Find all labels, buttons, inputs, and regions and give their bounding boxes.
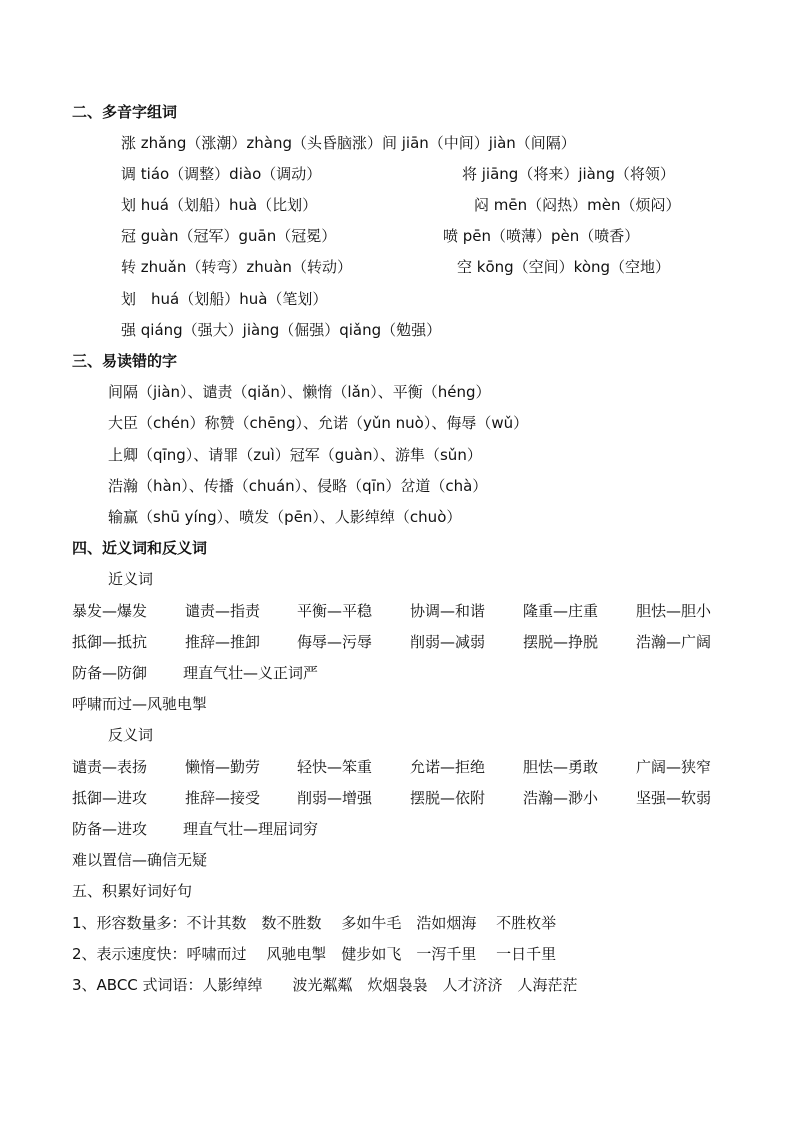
synonym-pair: 防备—防御 <box>72 664 148 682</box>
synonym-pair: 协调—和谐 <box>410 602 486 620</box>
polyphone-row-2-right: 将 jiāng（将来）jiàng（将领） <box>462 165 675 183</box>
polyphone-row-5-right: 空 kōng（空间）kòng（空地） <box>457 258 671 276</box>
synonym-pair: 摆脱—挣脱 <box>523 633 599 651</box>
antonym-pair: 胆怯—勇敢 <box>523 758 599 776</box>
synonym-label: 近义词 <box>108 570 154 588</box>
polyphone-row-7: 强 qiáng（强大）jiàng（倔强）qiǎng（勉强） <box>121 321 442 339</box>
section-2-title: 二、多音字组词 <box>72 103 178 121</box>
antonym-pair: 允诺—拒绝 <box>410 758 486 776</box>
polyphone-row-2-left: 调 tiáo（调整）diào（调动） <box>121 165 322 183</box>
synonym-pair: 胆怯—胆小 <box>636 602 712 620</box>
synonym-pair: 理直气壮—义正词严 <box>183 664 319 682</box>
antonym-pair: 谴责—表扬 <box>72 758 148 776</box>
polyphone-row-4-right: 喷 pēn（喷薄）pèn（喷香） <box>443 227 640 245</box>
antonym-pair: 浩瀚—渺小 <box>523 789 599 807</box>
antonym-pair: 推辞—接受 <box>185 789 261 807</box>
polyphone-row-3-left: 划 huá（划船）huà（比划） <box>121 196 318 214</box>
misread-line-2: 大臣（chén）称赞（chēng）、允诺（yǔn nuò）、侮辱（wǔ） <box>108 414 529 432</box>
misread-line-5: 输赢（shū yíng）、喷发（pēn）、人影绰绰（chuò） <box>108 508 462 526</box>
misread-line-3: 上卿（qīng）、请罪（zuì）冠军（guàn）、游隼（sǔn） <box>108 446 482 464</box>
antonym-pair: 坚强—软弱 <box>636 789 712 807</box>
synonym-pair: 谴责—指责 <box>185 602 261 620</box>
misread-line-1: 间隔（jiàn）、谴责（qiǎn）、懒惰（lǎn）、平衡（héng） <box>108 383 491 401</box>
antonym-pair: 理直气壮—理屈词穷 <box>183 820 319 838</box>
synonym-pair: 暴发—爆发 <box>72 602 148 620</box>
antonym-pair: 摆脱—依附 <box>410 789 486 807</box>
synonym-pair: 推辞—推卸 <box>185 633 261 651</box>
antonym-pair: 防备—进攻 <box>72 820 148 838</box>
antonym-label: 反义词 <box>108 726 154 744</box>
synonym-pair: 隆重—庄重 <box>523 602 599 620</box>
synonym-pair: 浩瀚—广阔 <box>636 633 712 651</box>
phrase-line-1: 1、形容数量多：不计其数 数不胜数 多如牛毛 浩如烟海 不胜枚举 <box>72 914 557 932</box>
antonym-pair: 广阔—狭窄 <box>636 758 712 776</box>
synonym-pair: 抵御—抵抗 <box>72 633 148 651</box>
synonym-pair: 侮辱—污辱 <box>297 633 373 651</box>
phrase-line-3: 3、ABCC 式词语：人影绰绰 波光粼粼 炊烟袅袅 人才济济 人海茫茫 <box>72 976 578 994</box>
phrase-line-2: 2、表示速度快：呼啸而过 风驰电掣 健步如飞 一泻千里 一日千里 <box>72 945 557 963</box>
antonym-pair: 抵御—进攻 <box>72 789 148 807</box>
section-5-title: 五、积累好词好句 <box>72 882 193 900</box>
antonym-pair: 懒惰—勤劳 <box>185 758 261 776</box>
polyphone-row-1: 涨 zhǎng（涨潮）zhàng（头昏脑涨）间 jiān（中间）jiàn（间隔） <box>121 134 576 152</box>
polyphone-row-4-left: 冠 guàn（冠军）guān（冠冕） <box>121 227 337 245</box>
synonym-row-4: 呼啸而过—风驰电掣 <box>72 695 208 713</box>
antonym-pair: 轻快—笨重 <box>297 758 373 776</box>
antonym-pair: 削弱—增强 <box>297 789 373 807</box>
antonym-row-4: 难以置信—确信无疑 <box>72 851 208 869</box>
section-3-title: 三、易读错的字 <box>72 352 178 370</box>
synonym-pair: 平衡—平稳 <box>297 602 373 620</box>
polyphone-row-6: 划 huá（划船）huà（笔划） <box>121 290 328 308</box>
section-4-title: 四、近义词和反义词 <box>72 539 208 557</box>
synonym-pair: 削弱—减弱 <box>410 633 486 651</box>
misread-line-4: 浩瀚（hàn）、传播（chuán）、侵略（qīn）岔道（chà） <box>108 477 488 495</box>
polyphone-row-3-right: 闷 mēn（闷热）mèn（烦闷） <box>474 196 681 214</box>
polyphone-row-5-left: 转 zhuǎn（转弯）zhuàn（转动） <box>121 258 352 276</box>
